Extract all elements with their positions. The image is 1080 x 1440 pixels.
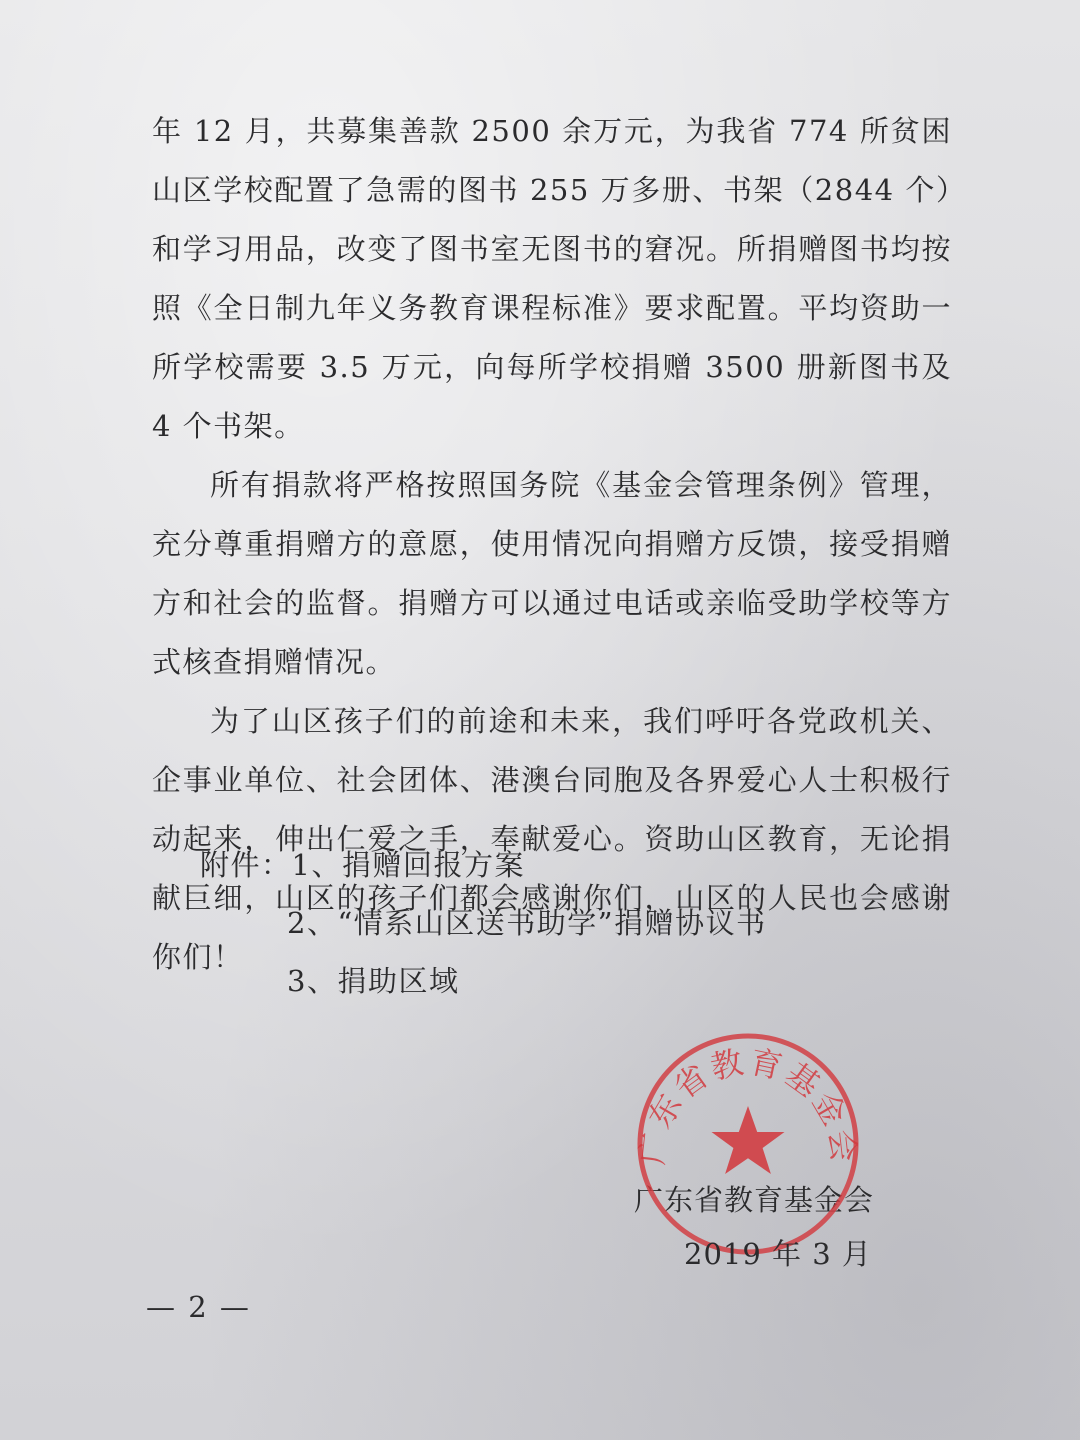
attachment-item-2: 2、“情系山区送书助学”捐赠协议书 [287, 906, 767, 940]
seal-text: 广东省教育基金会 [632, 1042, 864, 1167]
page-number: — 2 — [146, 1290, 251, 1324]
attachment-line-2 [200, 894, 767, 952]
attachment-line-1 [200, 836, 767, 894]
attachment-item-1: 1、捐赠回报方案 [291, 848, 525, 882]
seal-star-icon [712, 1106, 785, 1174]
signature-date: 2019 年 3 月 [684, 1237, 872, 1271]
attachment-item-3: 3、捐助区域 [287, 964, 460, 998]
attachments-label: 附件： [200, 848, 292, 882]
paragraph-donation-summary: 年 12 月，共募集善款 2500 余万元，为我省 774 所贫困山区学校配置了急需的图书 255 万多册、书架（2844 个）和学习用品，改变了图书室无图书的窘况。所捐赠图书均按照《全日制九年义务教育课程标准》要求配置。平均资助一所学校需要 3.5 万元，向每所学校捐赠 3500 册新图书及 4 个书架。 [152, 114, 952, 443]
attachment-line-3 [200, 952, 767, 1010]
attachments-list [200, 836, 767, 1010]
paragraph-appeal: 为了山区孩子们的前途和未来，我们呼吁各党政机关、企事业单位、社会团体、港澳台同胞及各界爱心人士积极行动起来，伸出仁爱之手，奉献爱心。资助山区教育，无论捐献巨细，山区的孩子们都会感谢你们，山区的人民也会感谢你们！ [152, 704, 952, 974]
signature-organization: 广东省教育基金会 [634, 1183, 875, 1217]
paragraph-fund-management: 所有捐款将严格按照国务院《基金会管理条例》管理，充分尊重捐赠方的意愿，使用情况向捐赠方反馈，接受捐赠方和社会的监督。捐赠方可以通过电话或亲临受助学校等方式核查捐赠情况。 [152, 468, 952, 679]
official-seal-icon [632, 1028, 864, 1260]
